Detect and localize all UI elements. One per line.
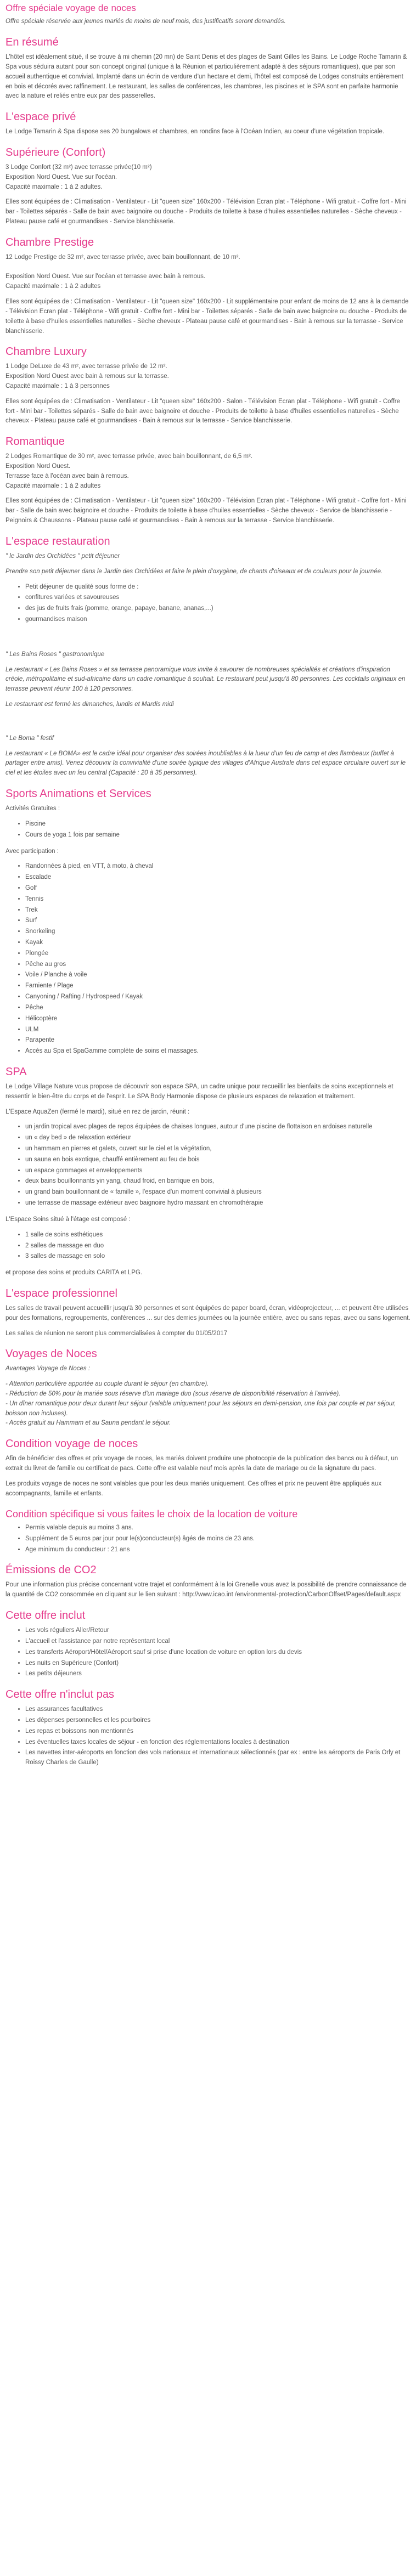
spa-intro: Le Lodge Village Nature vous propose de découvrir son espace SPA, un cadre unique pour recueillir les bienfaits de soins exceptionnels et ressentir le bien-être du corps et de l'esprit. Le SPA Body Harmonie dispose de plusieurs espaces de relaxation et traitement. xyxy=(5,1083,393,1100)
room-details xyxy=(5,163,411,192)
list-item: • Age minimum du conducteur : 21 ans xyxy=(25,1545,411,1555)
room-line: Exposition Nord Ouest. Vue sur l'océan et terrasse avec bain à remous. xyxy=(5,273,206,280)
private-space-title: L'espace privé xyxy=(5,111,76,123)
boma-title: " Le Boma " festif xyxy=(5,735,54,742)
advantage-line: - Un dîner romantique pour deux durant leur séjour (valable uniquement pour les séjours en demi-pension, une fois par couple et par séjour, boisson non incluses). xyxy=(5,1400,396,1417)
list-item: • un hammam en pierres et galets, ouvert sur le ciel et la végétation, xyxy=(25,1144,411,1154)
list-item: • Pêche xyxy=(25,1003,411,1013)
conditions-text: Afin de bénéficier des offres et prix voyage de noces, les mariés doivent produire une photocopie de la publication des bancs ou à défaut, un extrait du livret de famille ou certificat de pacs. Cette offre est valable neuf mois après la date de mariage ou de la signature du pacs. xyxy=(5,1455,398,1472)
aquazen-list xyxy=(5,1122,411,1208)
list-item: • Permis valable depuis au moins 3 ans. xyxy=(25,1523,411,1533)
list-item: • Golf xyxy=(25,884,411,894)
room-title: Supérieure (Confort) xyxy=(5,146,106,159)
list-item: • Les petits déjeuners xyxy=(25,1669,411,1679)
room-equipment: Elles sont équipées de : Climatisation - Ventilateur - Lit "queen size" 160x200 - Télévision Ecran plat - Téléphone - Wifi gratuit - Coffre fort - Mini bar - Toilettes séparés - Salle de bain avec baignoire ou douche - Produits de toilette à base d'huiles essentielles naturelles - Sèche cheveux - Plateau pause café et gourmandises - Service blanchisserie. xyxy=(5,199,407,225)
honeymoon-label: Avantages Voyage de Noces : xyxy=(5,1365,91,1372)
conditions-title: Condition voyage de noces xyxy=(5,1438,138,1450)
free-activities-label: Activités Gratuites : xyxy=(5,805,60,812)
list-item: • Hélicoptère xyxy=(25,1014,411,1024)
rental-list xyxy=(5,1523,411,1555)
list-item: • 1 salle de soins esthétiques xyxy=(25,1230,411,1240)
list-item: • Les nuits en Supérieure (Confort) xyxy=(25,1659,411,1669)
list-item: • Voile / Planche à voile xyxy=(25,970,411,980)
list-item: • Snorkeling xyxy=(25,927,411,937)
room-equipment: Elles sont équipées de : Climatisation - Ventilateur - Lit "queen size" 160x200 - Lit supplémentaire pour enfant de moins de 12 ans à la demande - Télévision Ecran plat - Téléphone - Wifi gratuit - Coffre fort - Mini bar - Toilettes séparés - Salle de bain avec baignoire ou douche - Produits de toilette à base d'huiles essentielles naturelles - Sèche cheveux - Plateau pause café et gourmandises - Bain à remous sur la terrasse - Service blanchisserie. xyxy=(5,298,409,335)
list-item: • Les transferts Aéroport/Hôtel/Aéroport sauf si prise d'une location de voiture en option lors du devis xyxy=(25,1648,411,1658)
boma-text: Le restaurant « Le BOMA» est le cadre idéal pour organiser des soirées inoubliables à la lueur d'un feu de camp et des flambeaux (buffet à partager entre amis). Venez découvrir la convivialité d'une soirée typique des villages d'Afrique Australe dans cet espace circulaire ouvert sur le ciel et les étoiles avec un feu central (Capacité : 20 à 35 personnes). xyxy=(5,750,406,777)
paid-activities-label: Avec participation : xyxy=(5,848,59,855)
room-line: Capacité maximale : 1 à 2 adultes xyxy=(5,482,101,489)
list-item: • Randonnées à pied, en VTT, à moto, à cheval xyxy=(25,862,411,872)
list-item: • Les dépenses personnelles et les pourboires xyxy=(25,1716,411,1726)
included-list xyxy=(5,1626,411,1679)
room-equipment: Elles sont équipées de : Climatisation - Ventilateur - Lit "queen size" 160x200 - Télévision Ecran plat - Téléphone - Wifi gratuit - Coffre fort - Mini bar - Salle de bain avec baignoire et douche - Produits de toilette à base d'huiles essentielles - Sèche cheveux - Service de blanchisserie - Peignoirs & Chaussons - Plateau pause café et gourmandises - Bain à remous sur la terrasse - Service blanchisserie. xyxy=(5,498,407,524)
list-item: • Trek xyxy=(25,906,411,916)
soins-label: L'Espace Soins situé à l'étage est composé : xyxy=(5,1216,131,1223)
list-item: • 3 salles de massage en solo xyxy=(25,1252,411,1262)
offer-text: Offre spéciale réservée aux jeunes mariés de moins de neuf mois, des justificatifs seront demandés. xyxy=(5,18,286,25)
room-details xyxy=(5,362,411,391)
advantage-line: - Attention particulière apportée au couple durant le séjour (en chambre). xyxy=(5,1381,209,1388)
room-title: Chambre Prestige xyxy=(5,236,94,248)
list-item: • ULM xyxy=(25,1025,411,1035)
spa-title: SPA xyxy=(5,1065,27,1078)
list-item: • confitures variées et savoureuses xyxy=(25,593,411,603)
list-item: • un sauna en bois exotique, chauffé entièrement au feu de bois xyxy=(25,1155,411,1165)
rental-title: Condition spécifique si vous faites le choix de la location de voiture xyxy=(5,1508,298,1519)
list-item: • Petit déjeuner de qualité sous forme de : xyxy=(25,583,411,592)
room-line: Capacité maximale : 1 à 2 adultes. xyxy=(5,183,103,190)
advantage-line: - Accès gratuit au Hammam et au Sauna pendant le séjour. xyxy=(5,1420,171,1427)
list-item: • Plongée xyxy=(25,949,411,959)
pro-closed: Les salles de réunion ne seront plus commercialisées à compter du 01/05/2017 xyxy=(5,1330,228,1337)
spacer xyxy=(5,715,411,734)
private-space-text: Le Lodge Tamarin & Spa dispose ses 20 bungalows et chambres, en rondins face à l'Océan Indien, au coeur d'une végétation tropicale. xyxy=(5,128,385,135)
roses-title: " Les Bains Roses " gastronomique xyxy=(5,651,105,658)
room-details xyxy=(5,253,411,292)
list-item: • Surf xyxy=(25,916,411,926)
list-item: • un espace gommages et enveloppements xyxy=(25,1166,411,1176)
orchid-list xyxy=(5,583,411,625)
excluded-list xyxy=(5,1705,411,1768)
room-equipment: Elles sont équipées de : Climatisation - Ventilateur - Lit "queen size" 160x200 - Salon - Télévision Ecran plat - Téléphone - Wifi gratuit - Coffre fort - Mini bar - Toilettes séparés - Salle de bain avec baignoire et douche - Produits de toilette à base d'huiles essentielles naturelles - Sèche cheveux - Plateau pause café et gourmandises - Bain à remous sur la terrasse - Service blanchisserie. xyxy=(5,398,400,425)
conditions-text: Les produits voyage de noces ne sont valables que pour les deux mariés uniquement. Ces offres et prix ne peuvent être appliqués aux accompagnants, famille et enfants. xyxy=(5,1480,382,1497)
included-title: Cette offre inclut xyxy=(5,1609,86,1622)
excluded-title: Cette offre n'inclut pas xyxy=(5,1688,115,1701)
honeymoon-advantages xyxy=(5,1380,411,1428)
list-item: • Les repas et boissons non mentionnés xyxy=(25,1727,411,1737)
spa-products: et propose des soins et produits CARITA et LPG. xyxy=(5,1269,143,1276)
roses-text: Le restaurant « Les Bains Roses » et sa terrasse panoramique vous invite à savourer de nombreuses spécialités et créations d'inspiration créole, métropolitaine et sud-africaine dans un cadre romantique à souhait. Le restaurant peut jusqu'à 80 personnes. Les cocktails originaux en terrasse peuvent réunir 100 à 120 personnes. xyxy=(5,666,406,693)
room-line: Exposition Nord Ouest avec bain à remous sur la terrasse. xyxy=(5,373,169,380)
list-item: • une terrasse de massage extérieur avec baignoire hydro massant en chromothérapie xyxy=(25,1199,411,1208)
co2-text: Pour une information plus précise concernant votre trajet et conformément à la loi Grenelle vous avez la possibilité de prendre connaissance de la quantité de CO2 consommée en cliquant sur le lien suivant : http://www.icao.int /environmental-protection/CarbonOffset/Pages/default.aspx xyxy=(5,1581,407,1598)
list-item: • Piscine xyxy=(25,820,411,829)
room-line: Exposition Nord Ouest. Vue sur l'océan. xyxy=(5,173,117,180)
list-item: • deux bains bouillonnants yin yang, chaud froid, en barrique en bois, xyxy=(25,1177,411,1187)
room-line: Capacité maximale : 1 à 2 adultes xyxy=(5,283,101,290)
paid-activities-list xyxy=(5,862,411,1057)
offer-title: Offre spéciale voyage de noces xyxy=(5,3,136,13)
list-item: • un jardin tropical avec plages de repos équipées de chaises longues, autour d'une piscine de flottaison en ardoises naturelle xyxy=(25,1122,411,1132)
list-item: • un grand bain bouillonnant de « famille », l'espace d'un moment convivial à plusieurs xyxy=(25,1188,411,1197)
room-line: 1 Lodge DeLuxe de 43 m², avec terrasse privée de 12 m². xyxy=(5,363,167,370)
summary-text: L'hôtel est idéalement situé, il se trouve à mi chemin (20 mn) de Saint Denis et des plages de Saint Gilles les Bains. Le Lodge Roche Tamarin & Spa vous séduira autant pour son concept original (unique à la Réunion et particulièrement adapté à des séjours romantiques), que par son accueil authentique et convivial. Implanté dans un écrin de verdure d'un hectare et demi, l'hôtel est composé de Lodges construits entièrement en bois et décorés avec raffinement. Le restaurant, les salles de conférences, les chambres, les piscines et le SPA sont en parfaite harmonie avec la nature et reliés entre eux par des passerelles. xyxy=(5,54,407,100)
room-line: 12 Lodge Prestige de 32 m², avec terrasse privée, avec bain bouillonnant, de 10 m². xyxy=(5,253,240,261)
list-item: • Escalade xyxy=(25,873,411,883)
list-item: • Les vols réguliers Aller/Retour xyxy=(25,1626,411,1636)
summary-title: En résumé xyxy=(5,36,59,49)
list-item: • Farniente / Plage xyxy=(25,981,411,991)
list-item: • Pêche au gros xyxy=(25,960,411,970)
roses-closed: Le restaurant est fermé les dimanches, lundis et Mardis midi xyxy=(5,701,174,708)
room-line: Exposition Nord Ouest. xyxy=(5,463,71,470)
list-item: • gourmandises maison xyxy=(25,615,411,625)
pro-title: L'espace professionnel xyxy=(5,1287,117,1300)
list-item: • un « day bed » de relaxation extérieur xyxy=(25,1133,411,1143)
pro-text: Les salles de travail peuvent accueillir jusqu'à 30 personnes et sont équipées de paper board, écran, vidéoprojecteur, ... et peuvent être utilisées pour des formations, regroupements, conférences ... sur des demies journées ou la journée entière, avec ou sans repas, avec ou sans logement. xyxy=(5,1304,411,1321)
room-line: 2 Lodges Romantique de 30 m², avec terrasse privée, avec bain bouillonnant, de 6,5 m². xyxy=(5,453,253,460)
spacer xyxy=(5,631,411,650)
sports-title: Sports Animations et Services xyxy=(5,788,151,800)
room-title: Chambre Luxury xyxy=(5,346,87,358)
list-item: • Les éventuelles taxes locales de séjour - en fonction des réglementations locales à destination xyxy=(25,1738,411,1748)
list-item: • Parapente xyxy=(25,1036,411,1046)
soins-list xyxy=(5,1230,411,1262)
honeymoon-title: Voyages de Noces xyxy=(5,1348,97,1360)
co2-title: Émissions de CO2 xyxy=(5,1564,97,1577)
orchid-title: " le Jardin des Orchidées " petit déjeuner xyxy=(5,552,120,560)
free-activities-list xyxy=(5,820,411,840)
list-item: • Kayak xyxy=(25,938,411,948)
list-item: • Supplément de 5 euros par jour pour le(s)conducteur(s) âgés de moins de 23 ans. xyxy=(25,1534,411,1544)
list-item: • Les navettes inter-aéroports en fonction des vols nationaux et internationaux sélectionnés (par ex : entre les aéroports de Paris Orly et Roissy Charles de Gaulle) xyxy=(25,1748,411,1768)
list-item: • Canyoning / Rafting / Hydrospeed / Kayak xyxy=(25,992,411,1002)
list-item: • des jus de fruits frais (pomme, orange, papaye, banane, ananas,...) xyxy=(25,604,411,614)
room-title: Romantique xyxy=(5,436,65,448)
list-item: • Cours de yoga 1 fois par semaine xyxy=(25,831,411,840)
aquazen-label: L'Espace AquaZen (fermé le mardi), situé en rez de jardin, réunit : xyxy=(5,1108,190,1115)
restaurant-title: L'espace restauration xyxy=(5,535,110,547)
room-line: Capacité maximale : 1 à 3 personnes xyxy=(5,382,110,389)
advantage-line: - Réduction de 50% pour la mariée sous réserve d'un mariage duo (sous réserve de disponibilité réservation à l'arrivée). xyxy=(5,1391,341,1397)
list-item: • Accès au Spa et SpaGamme complète de soins et massages. xyxy=(25,1047,411,1057)
list-item: • Tennis xyxy=(25,895,411,905)
list-item: • 2 salles de massage en duo xyxy=(25,1241,411,1251)
room-line: Terrasse face à l'océan avec bain à remous. xyxy=(5,472,129,479)
orchid-text: Prendre son petit déjeuner dans le Jardin des Orchidées et faire le plein d'oxygène, de chants d'oiseaux et de couleurs pour la journée. xyxy=(5,568,383,575)
list-item: • L'accueil et l'assistance par notre représentant local xyxy=(25,1637,411,1647)
room-details xyxy=(5,452,411,491)
list-item: • Les assurances facultatives xyxy=(25,1705,411,1715)
room-line: 3 Lodge Confort (32 m²) avec terrasse privée(10 m²) xyxy=(5,163,152,171)
